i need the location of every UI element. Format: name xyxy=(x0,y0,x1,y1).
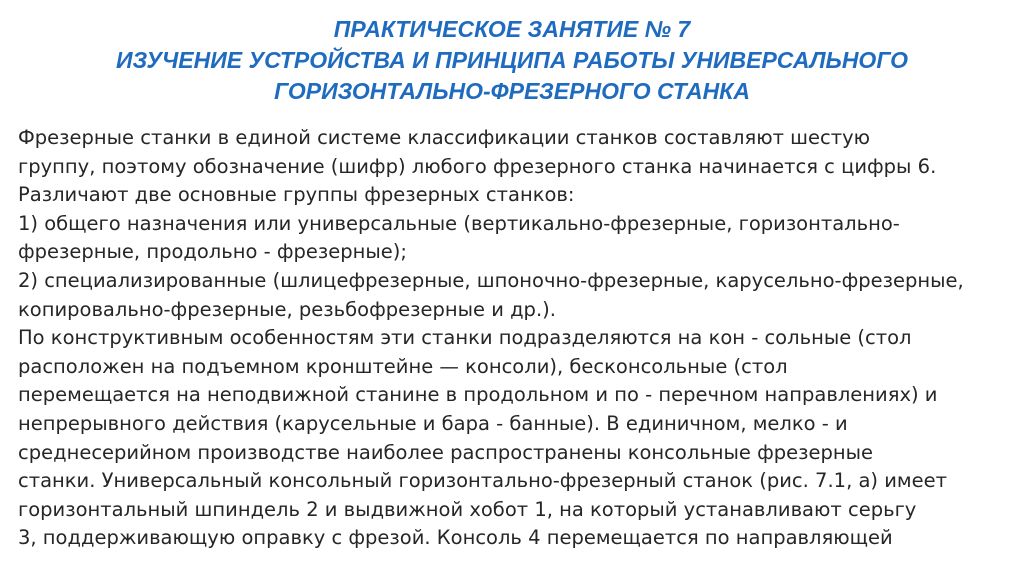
body-line: Различают две основные группы фрезерных станков: xyxy=(18,183,575,207)
title-line-3: ГОРИЗОНТАЛЬНО-ФРЕЗЕРНОГО СТАНКА xyxy=(274,78,750,104)
body-line: перемещается на неподвижной станине в продольном и по - перечном направлениях) и xyxy=(18,383,938,407)
body-line: фрезерные, продольно - фрезерные); xyxy=(18,240,407,264)
body-line: копировально-фрезерные, резьбофрезерные и др.). xyxy=(18,297,556,321)
body-paragraph xyxy=(18,124,1013,553)
title-line-2: ИЗУЧЕНИЕ УСТРОЙСТВА И ПРИНЦИПА РАБОТЫ УНИВЕРСАЛЬНОГО xyxy=(115,47,909,73)
page-title xyxy=(0,14,1024,107)
title-line-1: ПРАКТИЧЕСКОЕ ЗАНЯТИЕ № 7 xyxy=(333,16,691,42)
body-line: Фрезерные станки в единой системе классификации станков составляют шестую xyxy=(18,126,871,149)
body-line: 3, поддерживающую оправку с фрезой. Консоль 4 перемещается по направляющей xyxy=(18,526,893,550)
body-line: 2) специализированные (шлицефрезерные, шпоночно-фрезерные, карусельно-фрезерные, xyxy=(18,268,964,292)
body-line: непрерывного действия (карусельные и бара - банные). В единичном, мелко - и xyxy=(18,411,848,435)
body-line: расположен на подъемном кронштейне — консоли), бесконсольные (стол xyxy=(18,354,788,378)
body-line: По конструктивным особенностям эти станки подразделяются на кон - сольные (стол xyxy=(18,326,912,350)
body-line: горизонтальный шпиндель 2 и выдвижной хобот 1, на который устанавливают серьгу xyxy=(18,497,917,521)
body-line: среднесерийном производстве наиболее распространены консольные фрезерные xyxy=(18,440,874,464)
body-line: группу, поэтому обозначение (шифр) любого фрезерного станка начинается с цифры 6. xyxy=(18,154,937,178)
body-line: станки. Универсальный консольный горизонтально-фрезерный станок (рис. 7.1, а) имеет xyxy=(18,469,947,493)
body-line: 1) общего назначения или универсальные (вертикально-фрезерные, горизонтально- xyxy=(18,211,900,235)
